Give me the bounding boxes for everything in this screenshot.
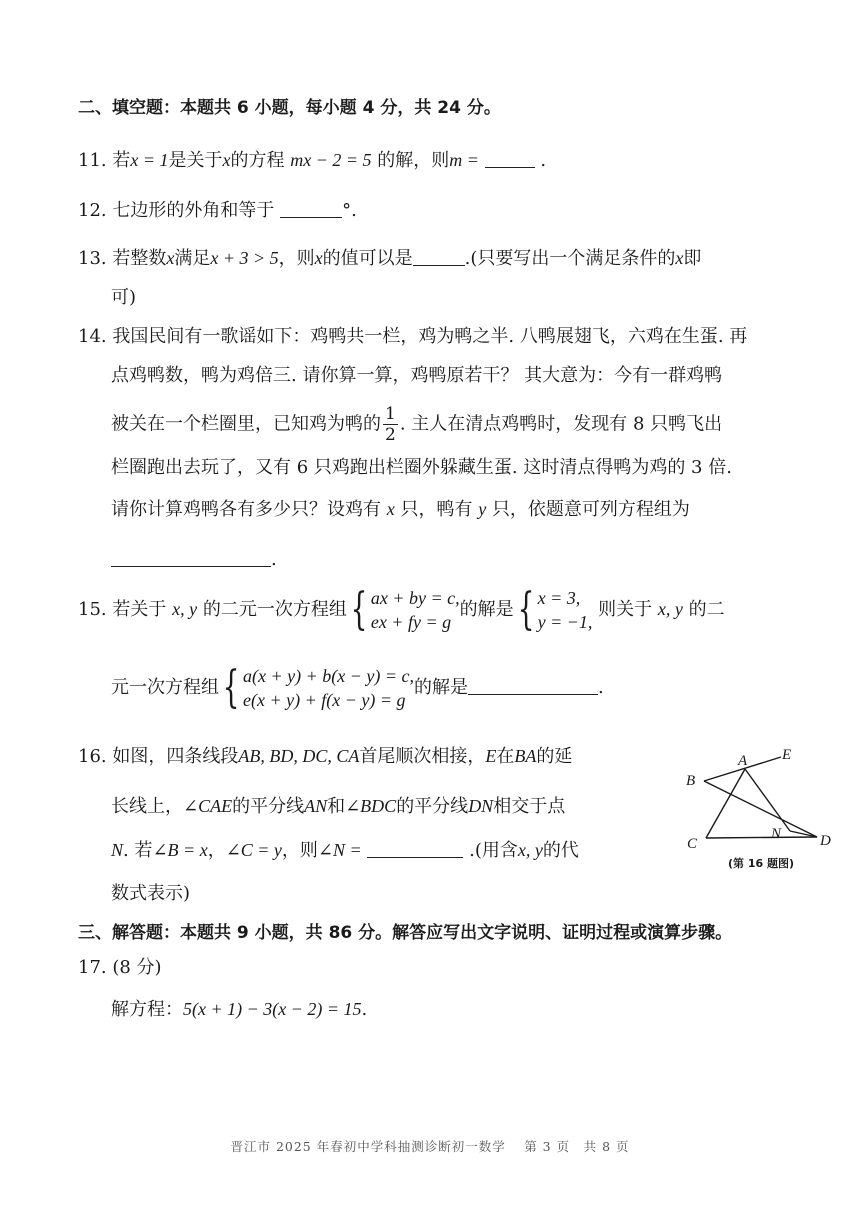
question-14: 14. 我国民间有一歌谣如下：鸡鸭共一栏，鸡为鸭之半. 八鸭展翅飞，六鸡在生蛋. 再 [78, 326, 748, 347]
question-15: 15. 若关于 x, y 的二元一次方程组 { ax + by = c, ex + fy = g 的解是 { x = 3, y = −1, 则关于 x, y 的二 [78, 584, 725, 635]
answer-blank[interactable] [468, 676, 598, 695]
label-D: D [820, 833, 831, 849]
geometry-diagram [680, 742, 840, 872]
question-14-answer-line: . [111, 548, 277, 572]
question-15-line-2: 元一次方程组 { a(x + y) + b(x − y) = c, e(x + y) + f(x − y) = g 的解是 . [111, 662, 604, 713]
label-E: E [782, 747, 792, 763]
question-14-line-5: 请你计算鸡鸭各有多少只？设鸡有 x 只，鸭有 y 只，依题意可列方程组为 [111, 499, 690, 520]
question-number: 16. [78, 746, 107, 767]
question-11: 11. 若x = 1是关于x的方程 mx − 2 = 5 的解，则m = . [78, 150, 547, 171]
equation-system-2: { a(x + y) + b(x − y) = c, e(x + y) + f(x − y) = g [222, 662, 415, 713]
question-13: 13. 若整数x满足x + 3 > 5，则x的值可以是 .(只要写出一个满足条件的x即 [78, 248, 702, 269]
section-heading-fill-in: 二、填空题：本题共 6 小题，每小题 4 分，共 24 分。 [78, 98, 501, 118]
answer-blank[interactable] [485, 149, 535, 168]
section-heading-solutions: 三、解答题：本题共 9 小题，共 86 分。解答应写出文字说明、证明过程或演算步骤。 [78, 923, 733, 943]
question-16-line-4: 数式表示) [111, 883, 191, 904]
segment-CD [706, 837, 817, 838]
question-17-equation: 解方程：5(x + 1) − 3(x − 2) = 15. [111, 999, 368, 1020]
fraction-one-half: $\frac{1}{2}$ [385, 404, 396, 445]
answer-blank[interactable] [111, 548, 271, 567]
question-14-line-3: 被关在一个栏圈里，已知鸡为鸭的 $\frac{1}{2}$ . 主人在清点鸡鸭时，发现有 8 只鸭飞出 [111, 404, 723, 445]
segment-CA [706, 769, 745, 838]
question-14-line-4: 栏圈跑出去玩了，又有 6 只鸡跑出栏圈外躲藏生蛋. 这时清点得鸭为鸡的 3 倍. [111, 457, 732, 478]
label-C: C [687, 836, 698, 852]
answer-blank[interactable] [413, 247, 465, 266]
page-footer: 晋江市 2025 年春初中学科抽测诊断初一数学 第 3 页 共 8 页 [230, 1139, 630, 1154]
question-14-line-2: 点鸡鸭数，鸭为鸡倍三. 请你算一算，鸡鸭原若干？ 其大意为：今有一群鸡鸭 [111, 365, 723, 386]
equation-system-1: { ax + by = c, ex + fy = g [350, 584, 460, 635]
question-12: 12. 七边形的外角和等于 °. [78, 200, 357, 221]
question-16-figure [680, 742, 840, 876]
answer-blank[interactable] [367, 839, 463, 858]
question-16: 16. 如图，四条线段AB, BD, DC, CA首尾顺次相接，E在BA的延 [78, 746, 573, 767]
answer-blank[interactable] [280, 199, 342, 218]
question-number: 14. [78, 326, 107, 347]
question-number: 11. [78, 150, 107, 171]
question-17: 17. (8 分) [78, 957, 162, 978]
segment-AN [745, 769, 790, 831]
question-number: 15. [78, 599, 107, 620]
segment-DN [790, 831, 817, 837]
question-number: 13. [78, 248, 107, 269]
solution-system: { x = 3, y = −1, [517, 584, 593, 635]
question-number: 12. [78, 200, 107, 221]
question-16-line-2: 长线上，∠CAE的平分线AN和∠BDC的平分线DN相交于点 [111, 796, 566, 817]
question-16-line-3: N. 若∠B = x，∠C = y，则∠N = .(用含x, y的代 [111, 840, 579, 861]
label-A: A [738, 753, 748, 769]
question-13-continuation: 可) [111, 287, 137, 308]
figure-caption: (第 16 题图) [728, 857, 795, 870]
label-N: N [771, 826, 782, 842]
label-B: B [686, 773, 696, 789]
